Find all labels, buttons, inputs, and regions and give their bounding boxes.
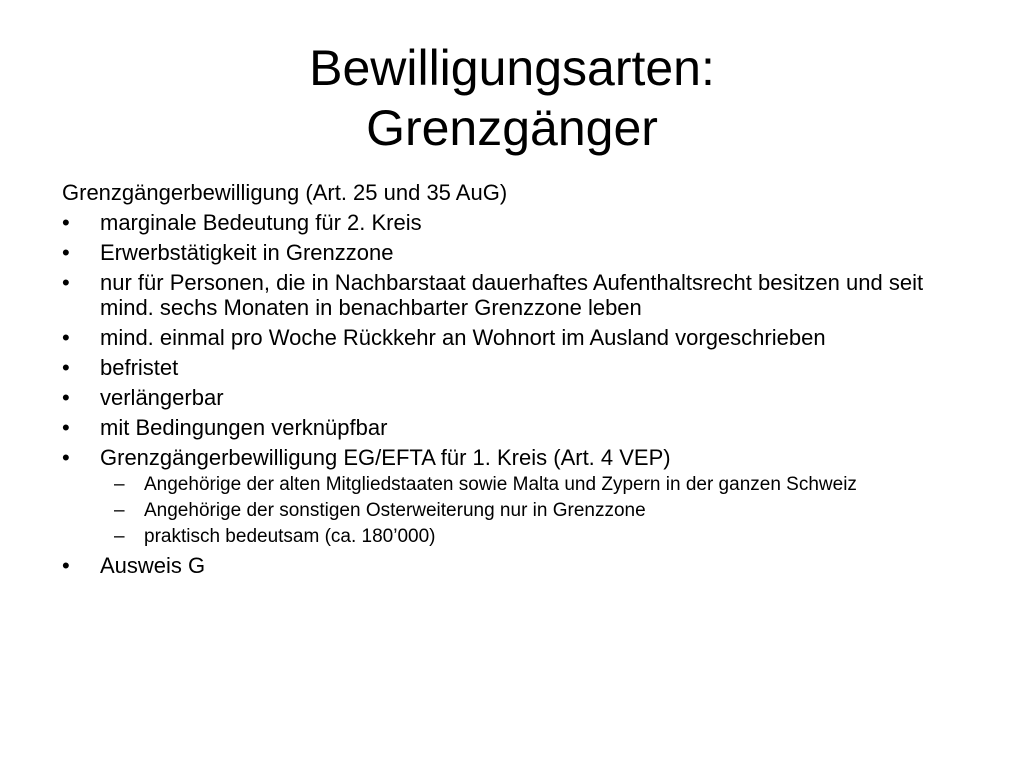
title-line-1: Bewilligungsarten: bbox=[309, 40, 715, 96]
bullet-text: Erwerbstätigkeit in Grenzzone bbox=[100, 240, 394, 265]
bullet-item bbox=[62, 553, 982, 578]
sub-bullet-item bbox=[100, 474, 982, 496]
sub-bullet-list bbox=[100, 474, 982, 548]
bullet-marker: • bbox=[62, 240, 70, 265]
title-line-2: Grenzgänger bbox=[366, 100, 658, 156]
bullet-item bbox=[62, 385, 982, 410]
bullet-text: mit Bedingungen verknüpfbar bbox=[100, 415, 388, 440]
dash-marker: – bbox=[114, 526, 125, 547]
bullet-marker: • bbox=[62, 210, 70, 235]
sub-bullet-item bbox=[100, 500, 982, 522]
bullet-marker: • bbox=[62, 270, 70, 295]
bullet-marker: • bbox=[62, 553, 70, 578]
bullet-text: marginale Bedeutung für 2. Kreis bbox=[100, 210, 422, 235]
bullet-marker: • bbox=[62, 355, 70, 380]
dash-marker: – bbox=[114, 500, 125, 521]
dash-marker: – bbox=[114, 474, 125, 495]
bullet-text: verlängerbar bbox=[100, 385, 224, 410]
bullet-marker: • bbox=[62, 325, 70, 350]
bullet-item bbox=[62, 325, 982, 350]
bullet-text: Ausweis G bbox=[100, 553, 206, 578]
bullet-item bbox=[62, 355, 982, 380]
bullet-item bbox=[62, 445, 982, 548]
intro-text: Grenzgängerbewilligung (Art. 25 und 35 AuG) bbox=[62, 180, 508, 205]
bullet-marker: • bbox=[62, 445, 70, 470]
sub-bullet-item bbox=[100, 526, 982, 548]
bullet-marker: • bbox=[62, 415, 70, 440]
bullet-item bbox=[62, 240, 982, 265]
slide-title bbox=[0, 38, 1024, 158]
bullet-text: Grenzgängerbewilligung EG/EFTA für 1. Kreis (Art. 4 VEP) bbox=[100, 445, 671, 470]
bullet-item bbox=[62, 210, 982, 235]
bullet-item bbox=[62, 415, 982, 440]
sub-bullet-text: Angehörige der sonstigen Osterweiterung nur in Grenzzone bbox=[144, 500, 646, 521]
bullet-text: befristet bbox=[100, 355, 179, 380]
bullet-marker: • bbox=[62, 385, 70, 410]
sub-bullet-text: praktisch bedeutsam (ca. 180’000) bbox=[144, 526, 436, 547]
bullet-list bbox=[62, 210, 982, 578]
bullet-item bbox=[62, 270, 982, 320]
sub-bullet-text: Angehörige der alten Mitgliedstaaten sowie Malta und Zypern in der ganzen Schweiz bbox=[144, 474, 857, 495]
bullet-text: nur für Personen, die in Nachbarstaat dauerhaftes Aufenthaltsrecht besitzen und seit mind. sechs Monaten in benachbarter Grenzzone leben bbox=[100, 270, 924, 320]
slide-body bbox=[62, 180, 982, 583]
bullet-text: mind. einmal pro Woche Rückkehr an Wohnort im Ausland vorgeschrieben bbox=[100, 325, 826, 350]
